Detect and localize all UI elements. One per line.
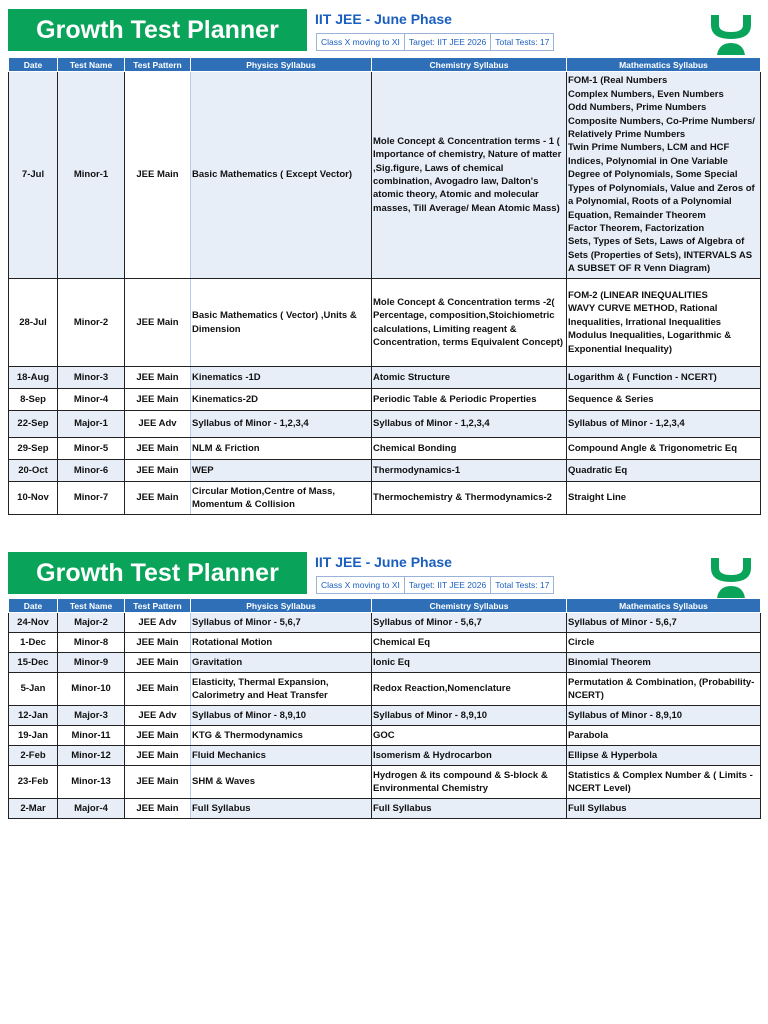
- physics-cell: Basic Mathematics ( Vector) ,Units & Dimension: [191, 279, 372, 367]
- class-chip: Class X moving to XI: [317, 577, 405, 593]
- test-name-header: Test Name: [58, 58, 125, 72]
- total-tests-chip: Total Tests: 17: [495, 37, 550, 47]
- date-cell: 19-Jan: [9, 726, 58, 746]
- test-pattern-cell: JEE Main: [125, 72, 191, 279]
- test-name-cell: Major-1: [58, 411, 125, 438]
- chemistry-cell: Ionic Eq: [372, 653, 567, 673]
- test-name-cell: Minor-11: [58, 726, 125, 746]
- maths-cell: Binomial Theorem: [567, 653, 761, 673]
- chemistry-cell: Mole Concept & Concentration terms -2( Percentage, composition,Stoichiometric calculations, Limiting reagent & Concentration, terms Equivalent Concept): [372, 279, 567, 367]
- physics-cell: Kinematics-2D: [191, 389, 372, 411]
- physics-cell: SHM & Waves: [191, 766, 372, 799]
- test-name-cell: Minor-12: [58, 746, 125, 766]
- date-cell: 18-Aug: [9, 367, 58, 389]
- test-name-cell: Major-2: [58, 613, 125, 633]
- physics-header: Physics Syllabus: [191, 599, 372, 613]
- test-name-cell: Minor-13: [58, 766, 125, 799]
- maths-cell: Permutation & Combination, (Probability-NCERT): [567, 673, 761, 706]
- maths-cell: Compound Angle & Trigonometric Eq: [567, 438, 761, 460]
- physics-header: Physics Syllabus: [191, 58, 372, 72]
- date-cell: 7-Jul: [9, 72, 58, 279]
- chemistry-cell: Syllabus of Minor - 5,6,7: [372, 613, 567, 633]
- table-row: [9, 438, 761, 460]
- table-row: [9, 653, 761, 673]
- test-schedule-table-1: [8, 57, 761, 515]
- test-pattern-cell: JEE Adv: [125, 613, 191, 633]
- maths-header: Mathematics Syllabus: [567, 599, 761, 613]
- total-tests-chip: Total Tests: 17: [495, 580, 550, 590]
- test-pattern-cell: JEE Main: [125, 673, 191, 706]
- date-cell: 1-Dec: [9, 633, 58, 653]
- date-cell: 12-Jan: [9, 706, 58, 726]
- physics-cell: Syllabus of Minor - 1,2,3,4: [191, 411, 372, 438]
- physics-cell: Kinematics -1D: [191, 367, 372, 389]
- physics-cell: KTG & Thermodynamics: [191, 726, 372, 746]
- table-header-row: [9, 599, 761, 613]
- date-cell: 5-Jan: [9, 673, 58, 706]
- physics-cell: Elasticity, Thermal Expansion, Calorimetry and Heat Transfer: [191, 673, 372, 706]
- planner-title: Growth Test Planner: [8, 9, 307, 51]
- date-header: Date: [9, 599, 58, 613]
- maths-cell: Quadratic Eq: [567, 460, 761, 482]
- test-name-cell: Minor-10: [58, 673, 125, 706]
- table-row: [9, 726, 761, 746]
- test-pattern-cell: JEE Adv: [125, 706, 191, 726]
- test-name-cell: Minor-7: [58, 482, 125, 515]
- test-name-cell: Minor-8: [58, 633, 125, 653]
- target-chip: Target: IIT JEE 2026: [405, 577, 491, 593]
- test-pattern-cell: JEE Main: [125, 367, 191, 389]
- test-pattern-cell: JEE Main: [125, 389, 191, 411]
- chemistry-cell: Redox Reaction,Nomenclature: [372, 673, 567, 706]
- brand-logo-icon: [707, 13, 755, 55]
- test-pattern-header: Test Pattern: [125, 599, 191, 613]
- chemistry-cell: Chemical Bonding: [372, 438, 567, 460]
- physics-cell: Gravitation: [191, 653, 372, 673]
- table-row: [9, 389, 761, 411]
- test-pattern-cell: JEE Main: [125, 482, 191, 515]
- chemistry-cell: Chemical Eq: [372, 633, 567, 653]
- maths-cell: Sequence & Series: [567, 389, 761, 411]
- date-cell: 15-Dec: [9, 653, 58, 673]
- chemistry-cell: Mole Concept & Concentration terms - 1 ( Importance of chemistry, Nature of matter ,Sig.figure, Laws of chemical combination, Avogadro law, Dalton's atomic theory, Atomic and molecular masses, Till Average/ Mean Atomic Mass): [372, 72, 567, 279]
- table-row: [9, 460, 761, 482]
- test-name-cell: Minor-1: [58, 72, 125, 279]
- test-name-header: Test Name: [58, 599, 125, 613]
- table-row: [9, 613, 761, 633]
- test-pattern-cell: JEE Main: [125, 279, 191, 367]
- date-cell: 2-Feb: [9, 746, 58, 766]
- maths-cell: Syllabus of Minor - 8,9,10: [567, 706, 761, 726]
- date-cell: 23-Feb: [9, 766, 58, 799]
- maths-cell: Straight Line: [567, 482, 761, 515]
- chemistry-cell: Thermochemistry & Thermodynamics-2: [372, 482, 567, 515]
- test-name-cell: Minor-2: [58, 279, 125, 367]
- brand-logo-icon: [707, 556, 755, 598]
- class-chip: Class X moving to XI: [317, 34, 405, 50]
- maths-cell: Ellipse & Hyperbola: [567, 746, 761, 766]
- test-pattern-cell: JEE Main: [125, 799, 191, 819]
- phase-title: IIT JEE - June Phase: [315, 554, 452, 570]
- table-row: [9, 482, 761, 515]
- date-cell: 28-Jul: [9, 279, 58, 367]
- physics-cell: NLM & Friction: [191, 438, 372, 460]
- physics-cell: WEP: [191, 460, 372, 482]
- chemistry-cell: GOC: [372, 726, 567, 746]
- table-row: [9, 706, 761, 726]
- date-cell: 10-Nov: [9, 482, 58, 515]
- phase-title: IIT JEE - June Phase: [315, 11, 452, 27]
- physics-cell: Basic Mathematics ( Except Vector): [191, 72, 372, 279]
- info-chips: [316, 33, 554, 51]
- table-row: [9, 673, 761, 706]
- info-chips: [316, 576, 554, 594]
- date-cell: 20-Oct: [9, 460, 58, 482]
- test-pattern-cell: JEE Main: [125, 766, 191, 799]
- date-cell: 24-Nov: [9, 613, 58, 633]
- maths-cell: Syllabus of Minor - 5,6,7: [567, 613, 761, 633]
- planner-title: Growth Test Planner: [8, 552, 307, 594]
- chemistry-cell: Atomic Structure: [372, 367, 567, 389]
- table-header-row: [9, 58, 761, 72]
- date-cell: 22-Sep: [9, 411, 58, 438]
- test-pattern-cell: JEE Main: [125, 460, 191, 482]
- chemistry-header: Chemistry Syllabus: [372, 58, 567, 72]
- test-pattern-cell: JEE Main: [125, 653, 191, 673]
- test-name-cell: Minor-5: [58, 438, 125, 460]
- physics-cell: Rotational Motion: [191, 633, 372, 653]
- test-pattern-header: Test Pattern: [125, 58, 191, 72]
- test-pattern-cell: JEE Main: [125, 633, 191, 653]
- target-chip: Target: IIT JEE 2026: [405, 34, 491, 50]
- maths-cell: Circle: [567, 633, 761, 653]
- maths-cell: Syllabus of Minor - 1,2,3,4: [567, 411, 761, 438]
- table-row: [9, 367, 761, 389]
- chemistry-cell: Thermodynamics-1: [372, 460, 567, 482]
- test-name-cell: Minor-6: [58, 460, 125, 482]
- chemistry-cell: Isomerism & Hydrocarbon: [372, 746, 567, 766]
- chemistry-cell: Syllabus of Minor - 8,9,10: [372, 706, 567, 726]
- date-cell: 8-Sep: [9, 389, 58, 411]
- date-header: Date: [9, 58, 58, 72]
- table-body: [9, 613, 761, 819]
- chemistry-cell: Hydrogen & its compound & S-block & Environmental Chemistry: [372, 766, 567, 799]
- table-row: [9, 72, 761, 279]
- test-schedule-table-2: [8, 598, 761, 819]
- chemistry-header: Chemistry Syllabus: [372, 599, 567, 613]
- maths-cell: Statistics & Complex Number & ( Limits - NCERT Level): [567, 766, 761, 799]
- table-row: [9, 746, 761, 766]
- maths-cell: FOM-2 (LINEAR INEQUALITIES WAVY CURVE METHOD, Rational Inequalities, Irrational Inequalities Modulus Inequalities, Logarithmic & Exponential Inequality): [567, 279, 761, 367]
- date-cell: 2-Mar: [9, 799, 58, 819]
- test-pattern-cell: JEE Main: [125, 438, 191, 460]
- maths-cell: Parabola: [567, 726, 761, 746]
- physics-cell: Circular Motion,Centre of Mass, Momentum & Collision: [191, 482, 372, 515]
- test-name-cell: Minor-4: [58, 389, 125, 411]
- date-cell: 29-Sep: [9, 438, 58, 460]
- test-name-cell: Minor-9: [58, 653, 125, 673]
- table-row: [9, 799, 761, 819]
- chemistry-cell: Periodic Table & Periodic Properties: [372, 389, 567, 411]
- table-body: [9, 72, 761, 515]
- maths-cell: Full Syllabus: [567, 799, 761, 819]
- test-name-cell: Minor-3: [58, 367, 125, 389]
- table-row: [9, 411, 761, 438]
- table-row: [9, 766, 761, 799]
- physics-cell: Fluid Mechanics: [191, 746, 372, 766]
- test-pattern-cell: JEE Main: [125, 746, 191, 766]
- physics-cell: Syllabus of Minor - 5,6,7: [191, 613, 372, 633]
- maths-header: Mathematics Syllabus: [567, 58, 761, 72]
- table-row: [9, 633, 761, 653]
- test-name-cell: Major-3: [58, 706, 125, 726]
- chemistry-cell: Full Syllabus: [372, 799, 567, 819]
- test-name-cell: Major-4: [58, 799, 125, 819]
- physics-cell: Full Syllabus: [191, 799, 372, 819]
- chemistry-cell: Syllabus of Minor - 1,2,3,4: [372, 411, 567, 438]
- test-pattern-cell: JEE Adv: [125, 411, 191, 438]
- test-pattern-cell: JEE Main: [125, 726, 191, 746]
- table-row: [9, 279, 761, 367]
- physics-cell: Syllabus of Minor - 8,9,10: [191, 706, 372, 726]
- maths-cell: FOM-1 (Real Numbers Complex Numbers, Even Numbers Odd Numbers, Prime Numbers Composite Numbers, Co-Prime Numbers/ Relatively Prime Numbers Twin Prime Numbers, LCM and HCF Indices, Polynomial in One Variable Degree of Polynomials, Some Special Types of Polynomials, Value and Zeros of a Polynomial, Roots of a Polynomial Equation, Remainder Theorem Factor Theorem, Factorization Sets, Types of Sets, Laws of Algebra of Sets (Properties of Sets), INTERVALS AS A SUBSET OF R Venn Diagram): [567, 72, 761, 279]
- maths-cell: Logarithm & ( Function - NCERT): [567, 367, 761, 389]
